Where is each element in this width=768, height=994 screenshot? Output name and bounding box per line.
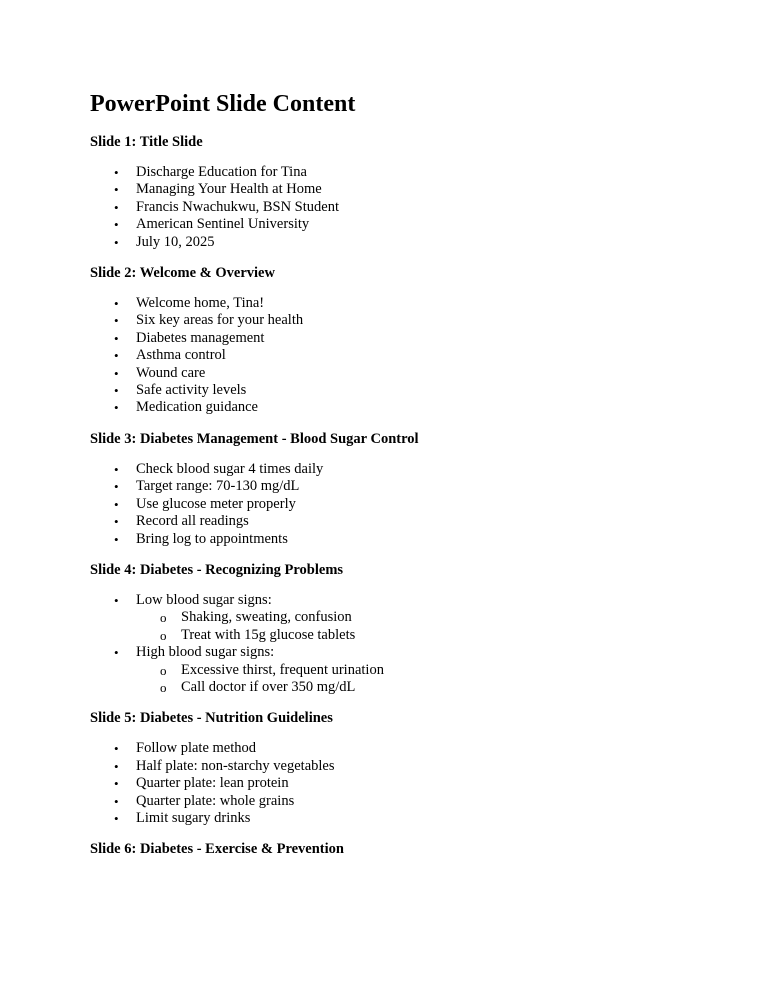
slide-heading: Slide 2: Welcome & Overview xyxy=(90,265,275,282)
bullet-icon: • xyxy=(114,645,119,661)
sub-bullet-text: Excessive thirst, frequent urination xyxy=(181,661,384,678)
bullet-icon: • xyxy=(114,217,119,233)
bullet-icon: • xyxy=(114,741,119,757)
bullet-icon: • xyxy=(114,479,119,495)
document-title: PowerPoint Slide Content xyxy=(90,91,356,117)
bullet-text: Record all readings xyxy=(136,513,249,530)
bullet-text: Diabetes management xyxy=(136,329,265,346)
bullet-icon: • xyxy=(114,531,119,547)
slide-heading: Slide 6: Diabetes - Exercise & Prevention xyxy=(90,841,344,858)
bullet-text: American Sentinel University xyxy=(136,216,310,233)
bullet-text: July 10, 2025 xyxy=(136,233,215,250)
bullet-item xyxy=(90,592,690,644)
slide-section xyxy=(90,132,690,251)
bullet-list xyxy=(90,461,690,548)
bullet-text: Target range: 70-130 mg/dL xyxy=(136,478,300,495)
bullet-icon: • xyxy=(114,165,119,180)
sub-bullet-item xyxy=(136,662,690,679)
slide-section xyxy=(90,429,690,548)
slide-section xyxy=(90,839,690,859)
sub-bullet-item xyxy=(136,679,690,696)
bullet-text: Managing Your Health at Home xyxy=(136,181,322,198)
bullet-text: Discharge Education for Tina xyxy=(136,164,307,180)
bullet-text: Asthma control xyxy=(136,347,226,364)
bullet-list xyxy=(90,295,690,417)
bullet-item xyxy=(90,330,690,347)
bullet-icon: • xyxy=(114,365,119,381)
bullet-item xyxy=(90,496,690,513)
bullet-icon: • xyxy=(114,383,119,399)
bullet-icon: • xyxy=(114,296,119,312)
sub-bullet-item xyxy=(136,609,690,626)
bullet-item xyxy=(90,531,690,548)
bullet-item xyxy=(90,181,690,198)
bullet-text: Half plate: non-starchy vegetables xyxy=(136,757,335,774)
bullet-text: Six key areas for your health xyxy=(136,312,304,329)
bullet-text: Follow plate method xyxy=(136,740,257,757)
bullet-text: Quarter plate: whole grains xyxy=(136,792,295,809)
sub-bullet-text: Treat with 15g glucose tablets xyxy=(181,626,356,643)
bullet-text: Quarter plate: lean protein xyxy=(136,775,289,792)
bullet-list xyxy=(90,164,690,251)
bullet-item xyxy=(90,810,690,827)
bullet-item xyxy=(90,644,690,696)
bullet-text: Medication guidance xyxy=(136,399,258,416)
bullet-item xyxy=(90,461,690,478)
bullet-text: Welcome home, Tina! xyxy=(136,295,265,312)
bullet-item xyxy=(90,740,690,757)
bullet-item xyxy=(90,216,690,233)
slide-section xyxy=(90,560,690,696)
bullet-icon: • xyxy=(114,776,119,792)
bullet-list xyxy=(90,740,690,827)
bullet-item xyxy=(90,234,690,251)
sub-bullet-text: Shaking, sweating, confusion xyxy=(181,609,352,626)
bullet-text: Francis Nwachukwu, BSN Student xyxy=(136,198,339,215)
bullet-icon: • xyxy=(114,496,119,512)
bullet-icon: • xyxy=(114,758,119,774)
bullet-item xyxy=(90,295,690,312)
bullet-item xyxy=(90,399,690,416)
bullet-text: Bring log to appointments xyxy=(136,530,288,547)
bullet-text: Wound care xyxy=(136,364,206,381)
bullet-icon: • xyxy=(114,313,119,329)
bullet-item xyxy=(90,365,690,382)
bullet-item xyxy=(90,347,690,364)
bullet-item xyxy=(90,382,690,399)
bullet-icon: • xyxy=(114,810,119,826)
bullet-icon: • xyxy=(114,348,119,364)
bullet-item xyxy=(90,775,690,792)
sub-bullet-list xyxy=(136,609,690,644)
slide-heading: Slide 4: Diabetes - Recognizing Problems xyxy=(90,561,344,578)
bullet-item xyxy=(90,793,690,810)
bullet-icon: • xyxy=(114,182,119,198)
bullet-icon: • xyxy=(114,793,119,809)
bullet-icon: • xyxy=(114,592,119,608)
sub-bullet-list xyxy=(136,662,690,697)
slide-heading: Slide 5: Diabetes - Nutrition Guidelines xyxy=(90,710,333,727)
bullet-item xyxy=(90,199,690,216)
sub-bullet-text: Call doctor if over 350 mg/dL xyxy=(181,678,356,695)
slide-list xyxy=(90,132,690,859)
slide-heading: Slide 3: Diabetes Management - Blood Sugar Control xyxy=(90,430,419,447)
bullet-text: Low blood sugar signs: xyxy=(136,591,272,608)
bullet-icon: • xyxy=(114,400,119,416)
bullet-icon: • xyxy=(114,461,119,477)
sub-bullet-icon: o xyxy=(160,627,167,643)
bullet-item xyxy=(90,164,690,181)
bullet-text: Check blood sugar 4 times daily xyxy=(136,460,324,477)
slide-section xyxy=(90,708,690,827)
bullet-item xyxy=(90,513,690,530)
bullet-text: Use glucose meter properly xyxy=(136,495,296,512)
bullet-icon: • xyxy=(114,234,119,250)
sub-bullet-icon: o xyxy=(160,679,167,695)
bullet-text: Safe activity levels xyxy=(136,382,247,399)
bullet-list xyxy=(90,592,690,696)
bullet-item xyxy=(90,312,690,329)
bullet-item xyxy=(90,478,690,495)
sub-bullet-icon: o xyxy=(160,662,167,678)
bullet-icon: • xyxy=(114,514,119,530)
document-page xyxy=(90,88,690,871)
bullet-item xyxy=(90,758,690,775)
bullet-icon: • xyxy=(114,330,119,346)
slide-heading: Slide 1: Title Slide xyxy=(90,134,203,150)
sub-bullet-icon: o xyxy=(160,610,167,626)
bullet-text: High blood sugar signs: xyxy=(136,644,275,661)
sub-bullet-item xyxy=(136,627,690,644)
bullet-icon: • xyxy=(114,199,119,215)
bullet-text: Limit sugary drinks xyxy=(136,809,251,826)
slide-section xyxy=(90,263,690,417)
